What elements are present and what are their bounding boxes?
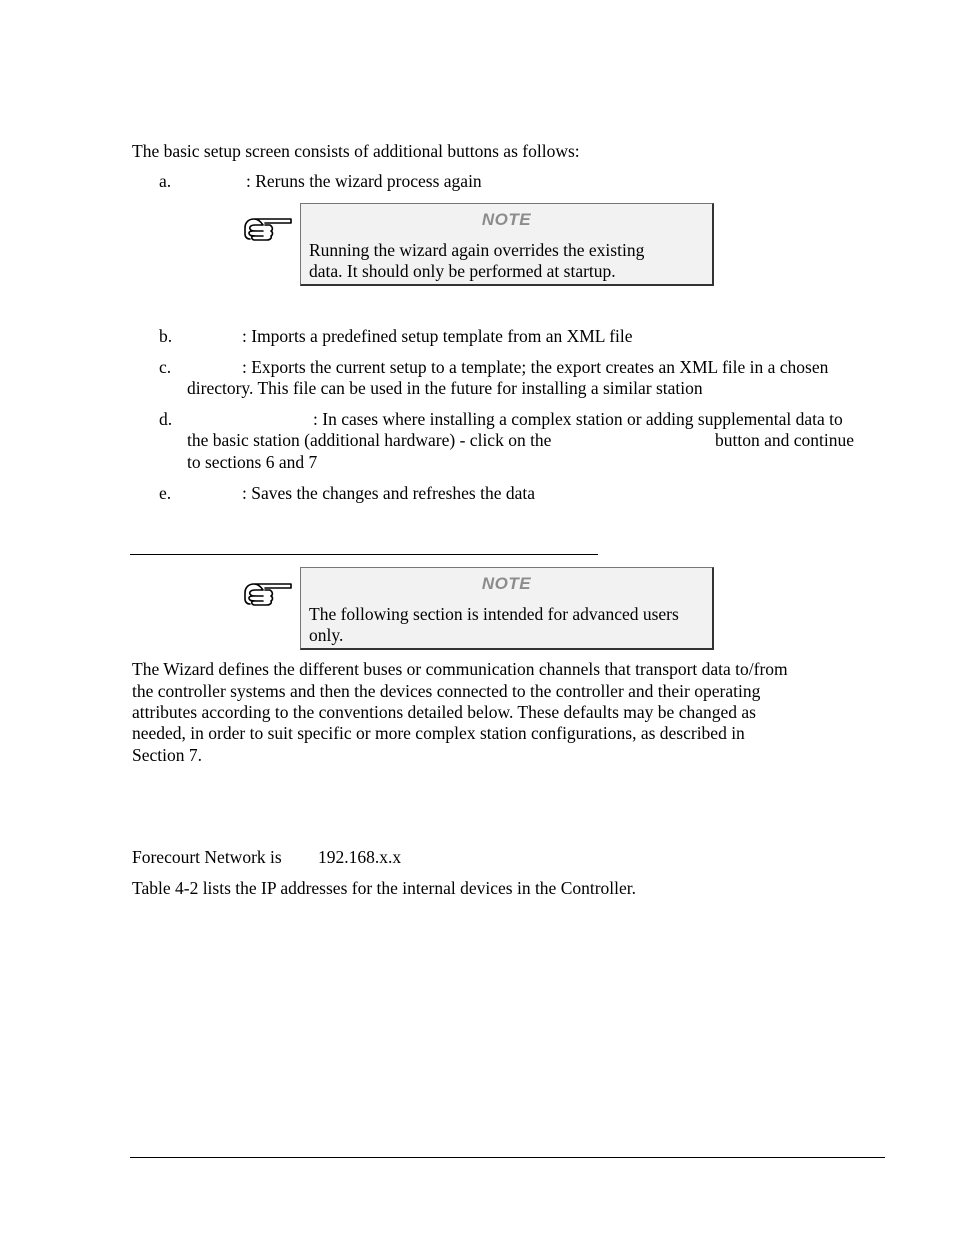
wizard-paragraph-line: The Wizard defines the different buses or communication channels that transport data to/from	[132, 659, 788, 679]
note-text	[309, 604, 706, 646]
list-item-b-text: : Imports a predefined setup template from an XML file	[242, 326, 633, 346]
list-item-d-line2b: button and continue	[715, 430, 855, 450]
note-text	[309, 240, 706, 282]
list-item-d-line3: to sections 6 and 7	[187, 452, 318, 472]
forecourt-network-value: 192.168.x.x	[318, 847, 402, 867]
list-item-e-text: : Saves the changes and refreshes the data	[242, 483, 536, 503]
list-marker-c: c.	[159, 357, 172, 377]
list-marker-d: d.	[159, 409, 173, 429]
list-item-c-line1: : Exports the current setup to a template; the export creates an XML file in a chosen	[242, 357, 829, 377]
note-title: NOTE	[481, 210, 532, 229]
list-item-a-text: : Reruns the wizard process again	[246, 171, 482, 191]
wizard-paragraph-line: the controller systems and then the devices connected to the controller and their operating	[132, 681, 761, 701]
section-divider	[130, 554, 598, 555]
note-line: only.	[309, 625, 344, 645]
footer-divider	[130, 1157, 885, 1158]
note-line: data. It should only be performed at startup.	[309, 261, 616, 281]
list-item-d-line1: : In cases where installing a complex station or adding supplemental data to	[313, 409, 843, 429]
note-line: The following section is intended for advanced users	[309, 604, 679, 624]
pointing-hand-icon	[243, 579, 293, 607]
pointing-hand-icon	[243, 214, 293, 242]
intro-text: The basic setup screen consists of additional buttons as follows:	[132, 141, 580, 161]
list-item-c-line2: directory. This file can be used in the future for installing a similar station	[187, 378, 703, 398]
note-box-advanced	[300, 567, 714, 650]
note-title: NOTE	[481, 574, 532, 593]
list-marker-e: e.	[159, 483, 172, 503]
list-marker-a: a.	[159, 171, 172, 191]
list-item-d-line2a: the basic station (additional hardware) - click on the	[187, 430, 552, 450]
wizard-paragraph-line: needed, in order to suit specific or more complex station configurations, as described in	[132, 723, 745, 743]
list-marker-b: b.	[159, 326, 173, 346]
table-reference-text: Table 4-2 lists the IP addresses for the internal devices in the Controller.	[132, 878, 637, 898]
note-box-wizard	[300, 203, 714, 286]
forecourt-network-label: Forecourt Network is	[132, 847, 282, 867]
note-line: Running the wizard again overrides the existing	[309, 240, 645, 260]
wizard-paragraph-line: Section 7.	[132, 745, 202, 765]
wizard-paragraph-line: attributes according to the conventions detailed below. These defaults may be changed as	[132, 702, 756, 722]
